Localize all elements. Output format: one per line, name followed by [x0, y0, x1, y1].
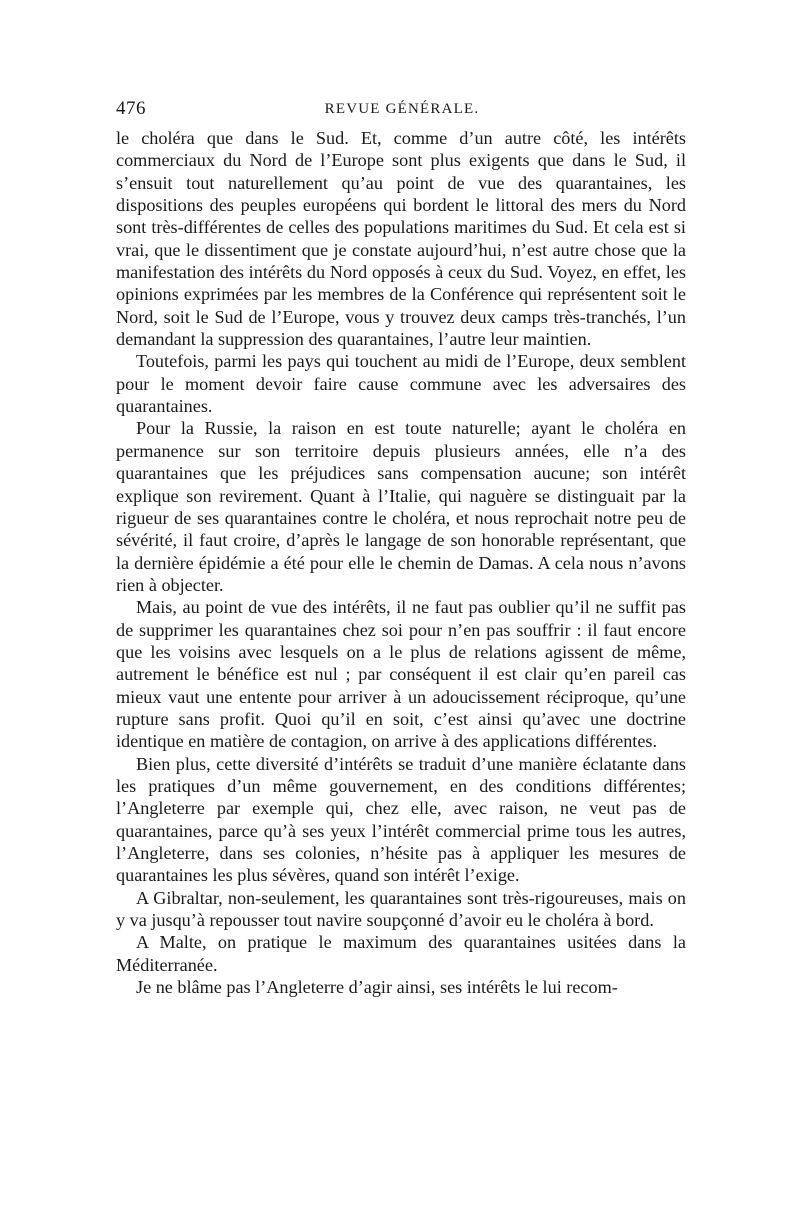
- page-number: 476: [116, 98, 146, 119]
- paragraph-2: Toutefois, parmi les pays qui touchent au midi de l’Europe, deux semblent pour le moment devoir faire cause commune avec les adversaires des quarantaines.: [116, 351, 686, 417]
- running-header: [116, 98, 688, 124]
- paragraph-6: A Gibraltar, non-seulement, les quarantaines sont très-rigoureuses, mais on y va jusqu’à repousser tout navire soupçonné d’avoir eu le choléra à bord.: [116, 887, 686, 931]
- paragraph-4: Mais, au point de vue des intérêts, il ne faut pas oublier qu’il ne suffit pas de supprimer les quarantaines chez soi pour n’en pas souffrir : il faut encore que les voisins avec lesquels on a le plus de relations agissent de même, autrement le bénéfice est nul ; par conséquent il est clair qu’en pareil cas mieux vaut une entente pour arriver à un adoucissement réciproque, qu’une rupture sans profit. Quoi qu’il en soit, c’est ainsi qu’avec une doctrine identique en matière de contagion, on arrive à des applications différentes.: [116, 597, 686, 752]
- paragraph-8: Je ne blâme pas l’Angleterre d’agir ainsi, ses intérêts le lui recom-: [136, 977, 618, 998]
- paragraph-7: A Malte, on pratique le maximum des quarantaines usitées dans la Méditerranée.: [116, 932, 686, 975]
- paragraph-3: Pour la Russie, la raison en est toute naturelle; ayant le choléra en permanence sur son territoire depuis plusieurs années, elle n’a des quarantaines que les préjudices sans compensation aucune; son intérêt explique son revirement. Quant à l’Italie, qui naguère se distinguait par la rigueur de ses quarantaines contre le choléra, et nous reprochait notre peu de sévérité, il faut croire, d’après le langage de son honorable représentant, que la dernière épidémie a été pour elle le chemin de Damas. A cela nous n’avons rien à objecter.: [116, 418, 686, 595]
- journal-title: REVUE GÉNÉRALE.: [324, 101, 480, 117]
- body-text: [116, 127, 686, 998]
- paragraph-5: Bien plus, cette diversité d’intérêts se traduit d’une manière éclatante dans les pratiques d’un même gouvernement, en des conditions différentes; l’Angleterre par exemple qui, chez elle, avec raison, ne veut pas de quarantaines, parce qu’à ses yeux l’intérêt commercial prime tous les autres, l’Angleterre, dans ses colonies, n’hésite pas à appliquer les mesures de quarantaines les plus sévères, quand son intérêt l’exige.: [116, 753, 686, 886]
- paragraph-1: le choléra que dans le Sud. Et, comme d’un autre côté, les intérêts commerciaux du Nord de l’Europe sont plus exigents que dans le Sud, il s’ensuit tout naturellement qu’au point de vue des quarantaines, les dispositions des peuples européens qui bordent le littoral des mers du Nord sont très-différentes de celles des populations maritimes du Sud. Et cela est si vrai, que le dissentiment que je constate aujourd’hui, n’est autre chose que la manifestation des intérêts du Nord opposés à ceux du Sud. Voyez, en effet, les opinions exprimées par les membres de la Conférence qui représentent soit le Nord, soit le Sud de l’Europe, vous y trouvez deux camps très-tranchés, l’un demandant la suppression des quarantaines, l’autre leur maintien.: [116, 128, 686, 350]
